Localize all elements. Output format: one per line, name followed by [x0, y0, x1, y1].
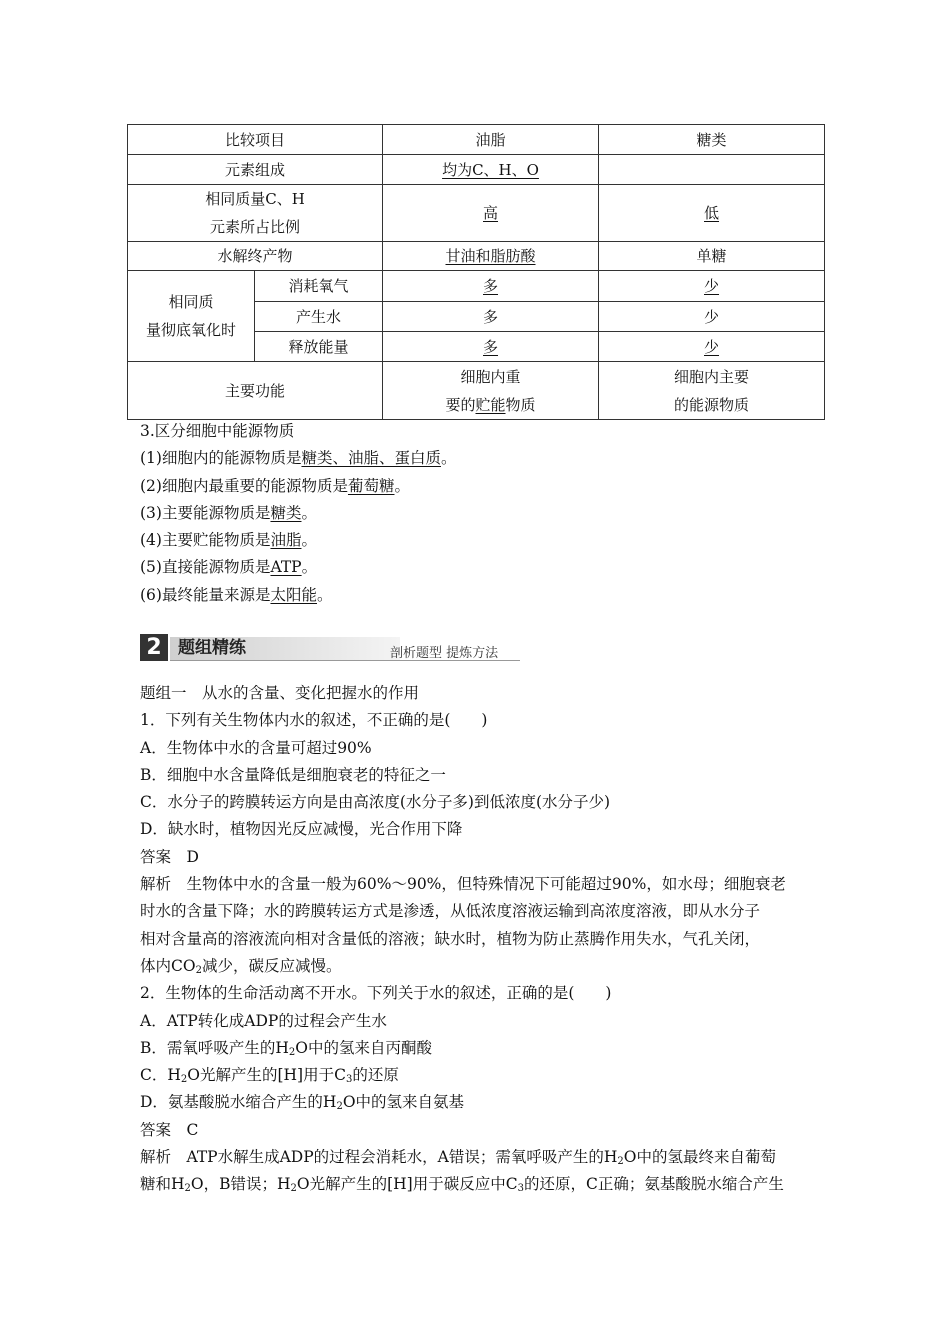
- cell-line: 细胞内主要: [674, 367, 750, 386]
- text-run: (5)直接能源物质是: [140, 558, 271, 577]
- text-run: 要的: [445, 395, 476, 414]
- list-item: [140, 554, 820, 581]
- header-cell: 油脂: [383, 125, 599, 155]
- text-run: (4)主要贮能物质是: [140, 531, 271, 550]
- subscript: 3: [345, 1074, 353, 1086]
- table-cell: [383, 332, 599, 362]
- banner-subtitle: 剖析题型 提炼方法: [390, 646, 499, 661]
- section-3: [140, 418, 820, 609]
- text-run: O，B错误；H: [190, 1175, 291, 1194]
- cell-line: 的能源物质: [674, 395, 750, 414]
- answer-text: 油脂: [270, 531, 302, 550]
- row-label-line: 元素所占比例: [210, 218, 301, 236]
- answer-text: 太阳能: [270, 585, 317, 604]
- sub-label: 消耗氧气: [255, 271, 383, 302]
- answer-text: 多: [483, 277, 499, 295]
- row-label-line: 相同质量C、H: [205, 190, 305, 208]
- answer-text: 高: [483, 204, 499, 222]
- section-title: 3.区分细胞中能源物质: [140, 422, 295, 440]
- table-cell: [599, 185, 825, 242]
- text-run: (3)主要能源物质是: [140, 503, 271, 522]
- text-run: 。: [301, 503, 317, 522]
- answer-text: ATP: [270, 558, 302, 577]
- question-option: B．细胞中水含量降低是细胞衰老的特征之一: [140, 765, 446, 784]
- answer-text: 贮能: [475, 395, 506, 414]
- question-option: [140, 1089, 820, 1116]
- list-item: [140, 582, 820, 609]
- header-cell: 比较项目: [128, 125, 383, 155]
- table-row: [128, 185, 825, 242]
- text-run: 的还原: [352, 1066, 399, 1085]
- answer-text: 甘油和脂肪酸: [445, 247, 536, 265]
- comparison-table: [127, 124, 825, 420]
- text-run: (2)细胞内最重要的能源物质是: [140, 476, 348, 495]
- answer-text: 多: [483, 337, 499, 356]
- table-cell: [383, 271, 599, 302]
- sub-label: 释放能量: [255, 332, 383, 362]
- question-stem: 2．生物体的生命活动离不开水。下列关于水的叙述，正确的是( ): [140, 984, 612, 1003]
- subscript: 2: [617, 1156, 624, 1168]
- text-run: 。: [394, 476, 410, 495]
- row-label: [128, 185, 383, 242]
- subscript: 2: [288, 1046, 296, 1058]
- row-label: 水解终产物: [128, 242, 383, 271]
- subscript: 3: [517, 1183, 524, 1195]
- table-cell: [383, 155, 599, 185]
- answer-text: 少: [704, 337, 720, 356]
- list-item: [140, 527, 820, 554]
- answer-line: 答案 D: [140, 847, 199, 866]
- text-run: 糖和H: [140, 1175, 185, 1194]
- row-label: [128, 271, 255, 362]
- question-group-1: [140, 680, 820, 1199]
- subscript: 2: [195, 964, 202, 976]
- banner-divider: [170, 660, 520, 661]
- row-label-line: 相同质: [168, 293, 214, 311]
- text-run: C．H: [140, 1066, 181, 1085]
- text-run: D．氨基酸脱水缩合产生的H: [140, 1093, 337, 1112]
- table-cell: 少: [599, 302, 825, 332]
- subscript: 2: [290, 1183, 297, 1195]
- analysis-line: 相对含量高的溶液流向相对含量低的溶液；缺水时，植物为防止蒸腾作用失水，气孔关闭，: [140, 929, 761, 948]
- text-run: (6)最终能量来源是: [140, 585, 271, 604]
- subscript: 2: [336, 1101, 343, 1113]
- row-label-line: 量彻底氧化时: [145, 321, 236, 339]
- subscript: 2: [184, 1183, 191, 1195]
- text-run: O光解产生的[H]用于碳反应中C: [296, 1175, 518, 1194]
- question-option: [140, 1035, 820, 1062]
- text-run: O中的氢最终来自葡萄: [623, 1148, 776, 1167]
- answer-text: 糖类、油脂、蛋白质: [301, 449, 441, 468]
- table-row: [128, 125, 825, 155]
- row-label: 主要功能: [128, 362, 383, 420]
- group-title: 题组一 从水的含量、变化把握水的作用: [140, 684, 420, 702]
- cell-line: 细胞内重: [460, 367, 521, 386]
- table-cell: 多: [383, 302, 599, 332]
- question-option: [140, 1062, 820, 1089]
- text-run: 。: [440, 449, 457, 468]
- cell-line: [387, 391, 594, 419]
- table-cell: [599, 155, 825, 185]
- sub-label: 产生水: [255, 302, 383, 332]
- table-cell: [599, 271, 825, 302]
- header-cell: 糖类: [599, 125, 825, 155]
- text-run: 解析 ATP水解生成ADP的过程会消耗水，A错误；需氧呼吸产生的H: [140, 1148, 618, 1167]
- list-item: [140, 445, 820, 472]
- question-option: A．ATP转化成ADP的过程会产生水: [140, 1011, 387, 1030]
- text-run: 体内CO: [140, 956, 196, 975]
- table-row: [128, 271, 825, 302]
- text-run: 的还原，C正确；氨基酸脱水缩合产生: [523, 1175, 784, 1194]
- analysis-line: 时水的含量下降；水的跨膜转运方式是渗透，从低浓度溶液运输到高浓度溶液，即从水分子: [140, 902, 761, 921]
- answer-text: 少: [704, 277, 720, 295]
- text-run: O中的氢来自丙酮酸: [295, 1038, 433, 1057]
- subscript: 2: [180, 1074, 188, 1086]
- row-label: 元素组成: [128, 155, 383, 185]
- question-option: D．缺水时，植物因光反应减慢，光合作用下降: [140, 820, 463, 839]
- answer-text: 低: [704, 204, 720, 222]
- text-run: B．需氧呼吸产生的H: [140, 1038, 289, 1057]
- text-run: 物质: [505, 395, 536, 414]
- table-row: [128, 362, 825, 420]
- text-run: O光解产生的[H]用于C: [187, 1066, 346, 1085]
- section-banner: [140, 634, 520, 662]
- section-number: 2: [140, 634, 168, 661]
- text-run: (1)细胞内的能源物质是: [140, 449, 302, 468]
- table-row: [128, 155, 825, 185]
- answer-text: 糖类: [270, 503, 302, 522]
- text-run: 。: [301, 531, 317, 550]
- analysis-line: 解析 生物体中水的含量一般为60%～90%，但特殊情况下可能超过90%，如水母；细胞衰老: [140, 875, 786, 894]
- banner-title: 题组精练: [178, 638, 246, 658]
- answer-line: 答案 C: [140, 1120, 199, 1139]
- text-run: 。: [301, 558, 318, 577]
- list-item: [140, 473, 820, 500]
- table-cell: [599, 362, 825, 420]
- table-cell: 单糖: [599, 242, 825, 271]
- table-cell: [383, 185, 599, 242]
- table-cell: [383, 242, 599, 271]
- answer-text: 葡萄糖: [347, 476, 395, 495]
- analysis-line: [140, 953, 820, 980]
- text-run: 。: [316, 585, 333, 604]
- question-stem: 1．下列有关生物体内水的叙述，不正确的是( ): [140, 711, 488, 730]
- question-option: A．生物体中水的含量可超过90%: [140, 738, 372, 757]
- table-cell: [599, 332, 825, 362]
- text-run: O中的氢来自氨基: [342, 1093, 465, 1112]
- analysis-line: [140, 1171, 820, 1198]
- analysis-line: [140, 1144, 820, 1171]
- text-run: 减少，碳反应减慢。: [201, 956, 342, 975]
- table-row: [128, 242, 825, 271]
- answer-text: 均为C、H、O: [442, 160, 539, 179]
- question-option: C．水分子的跨膜转运方向是由高浓度(水分子多)到低浓度(水分子少): [140, 793, 611, 812]
- list-item: [140, 500, 820, 527]
- table-cell: [383, 362, 599, 420]
